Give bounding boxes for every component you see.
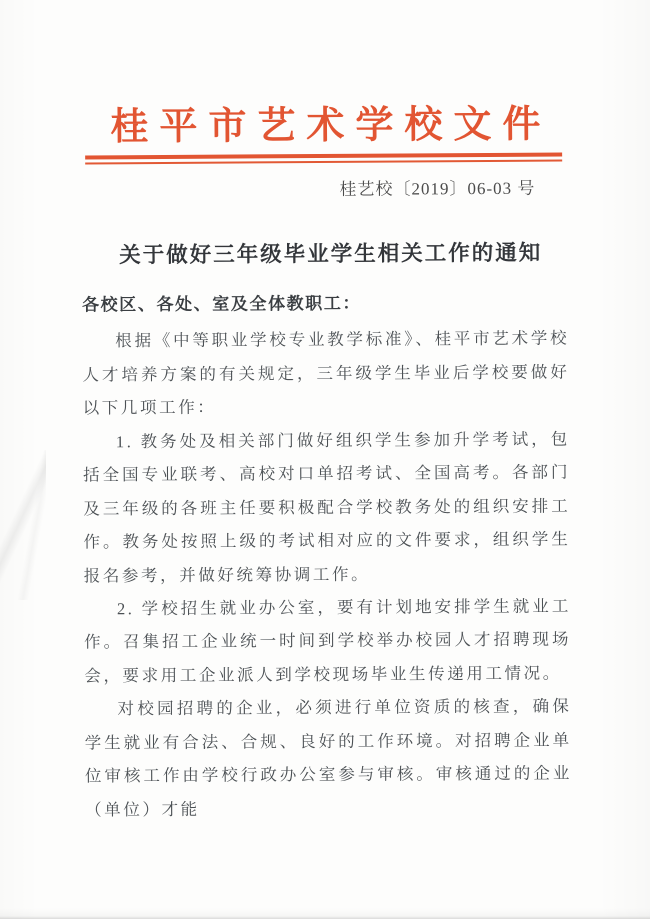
paragraph-item-2: 2. 学校招生就业办公室，要有计划地安排学生就业工作。召集招工企业统一时间到学校举办校园人才招聘现场会，要求用工企业派人到学校现场毕业生传递用工情况。	[84, 596, 572, 686]
salutation: 各校区、各处、室及全体教职工：	[81, 293, 362, 315]
notice-title: 关于做好三年级毕业学生相关工作的通知	[119, 240, 543, 268]
letterhead-rule-thin	[85, 160, 562, 165]
paragraph-item-2-continued: 对校园招聘的企业，必须进行单位资质的核查，确保学生就业有合法、合规、良好的工作环境。对招聘企业单位审核工作由学校行政办公室参与审核。审核通过的企业（单位）才能	[84, 696, 572, 820]
letterhead-rule-thick	[85, 153, 562, 160]
paragraph-item-1: 1. 教务处及相关部门做好组织学生参加升学考试，包括全国专业联考、高校对口单招考试、全国高考。各部门及三年级的各班主任要积极配合学校教务处的组织安排工作。教务处按照上级的考试相对应的文件要求，组织学生报名参考，并做好统筹协调工作。	[83, 429, 571, 586]
document-body	[82, 286, 572, 827]
paragraph-intro: 根据《中等职业学校专业教学标准》、桂平市艺术学校人才培养方案的有关规定，三年级学生毕业后学校要做好以下几项工作：	[82, 328, 570, 418]
document-number: 桂艺校〔2019〕06-03 号	[339, 178, 536, 199]
letterhead-title: 桂平市艺术学校文件	[110, 103, 552, 149]
